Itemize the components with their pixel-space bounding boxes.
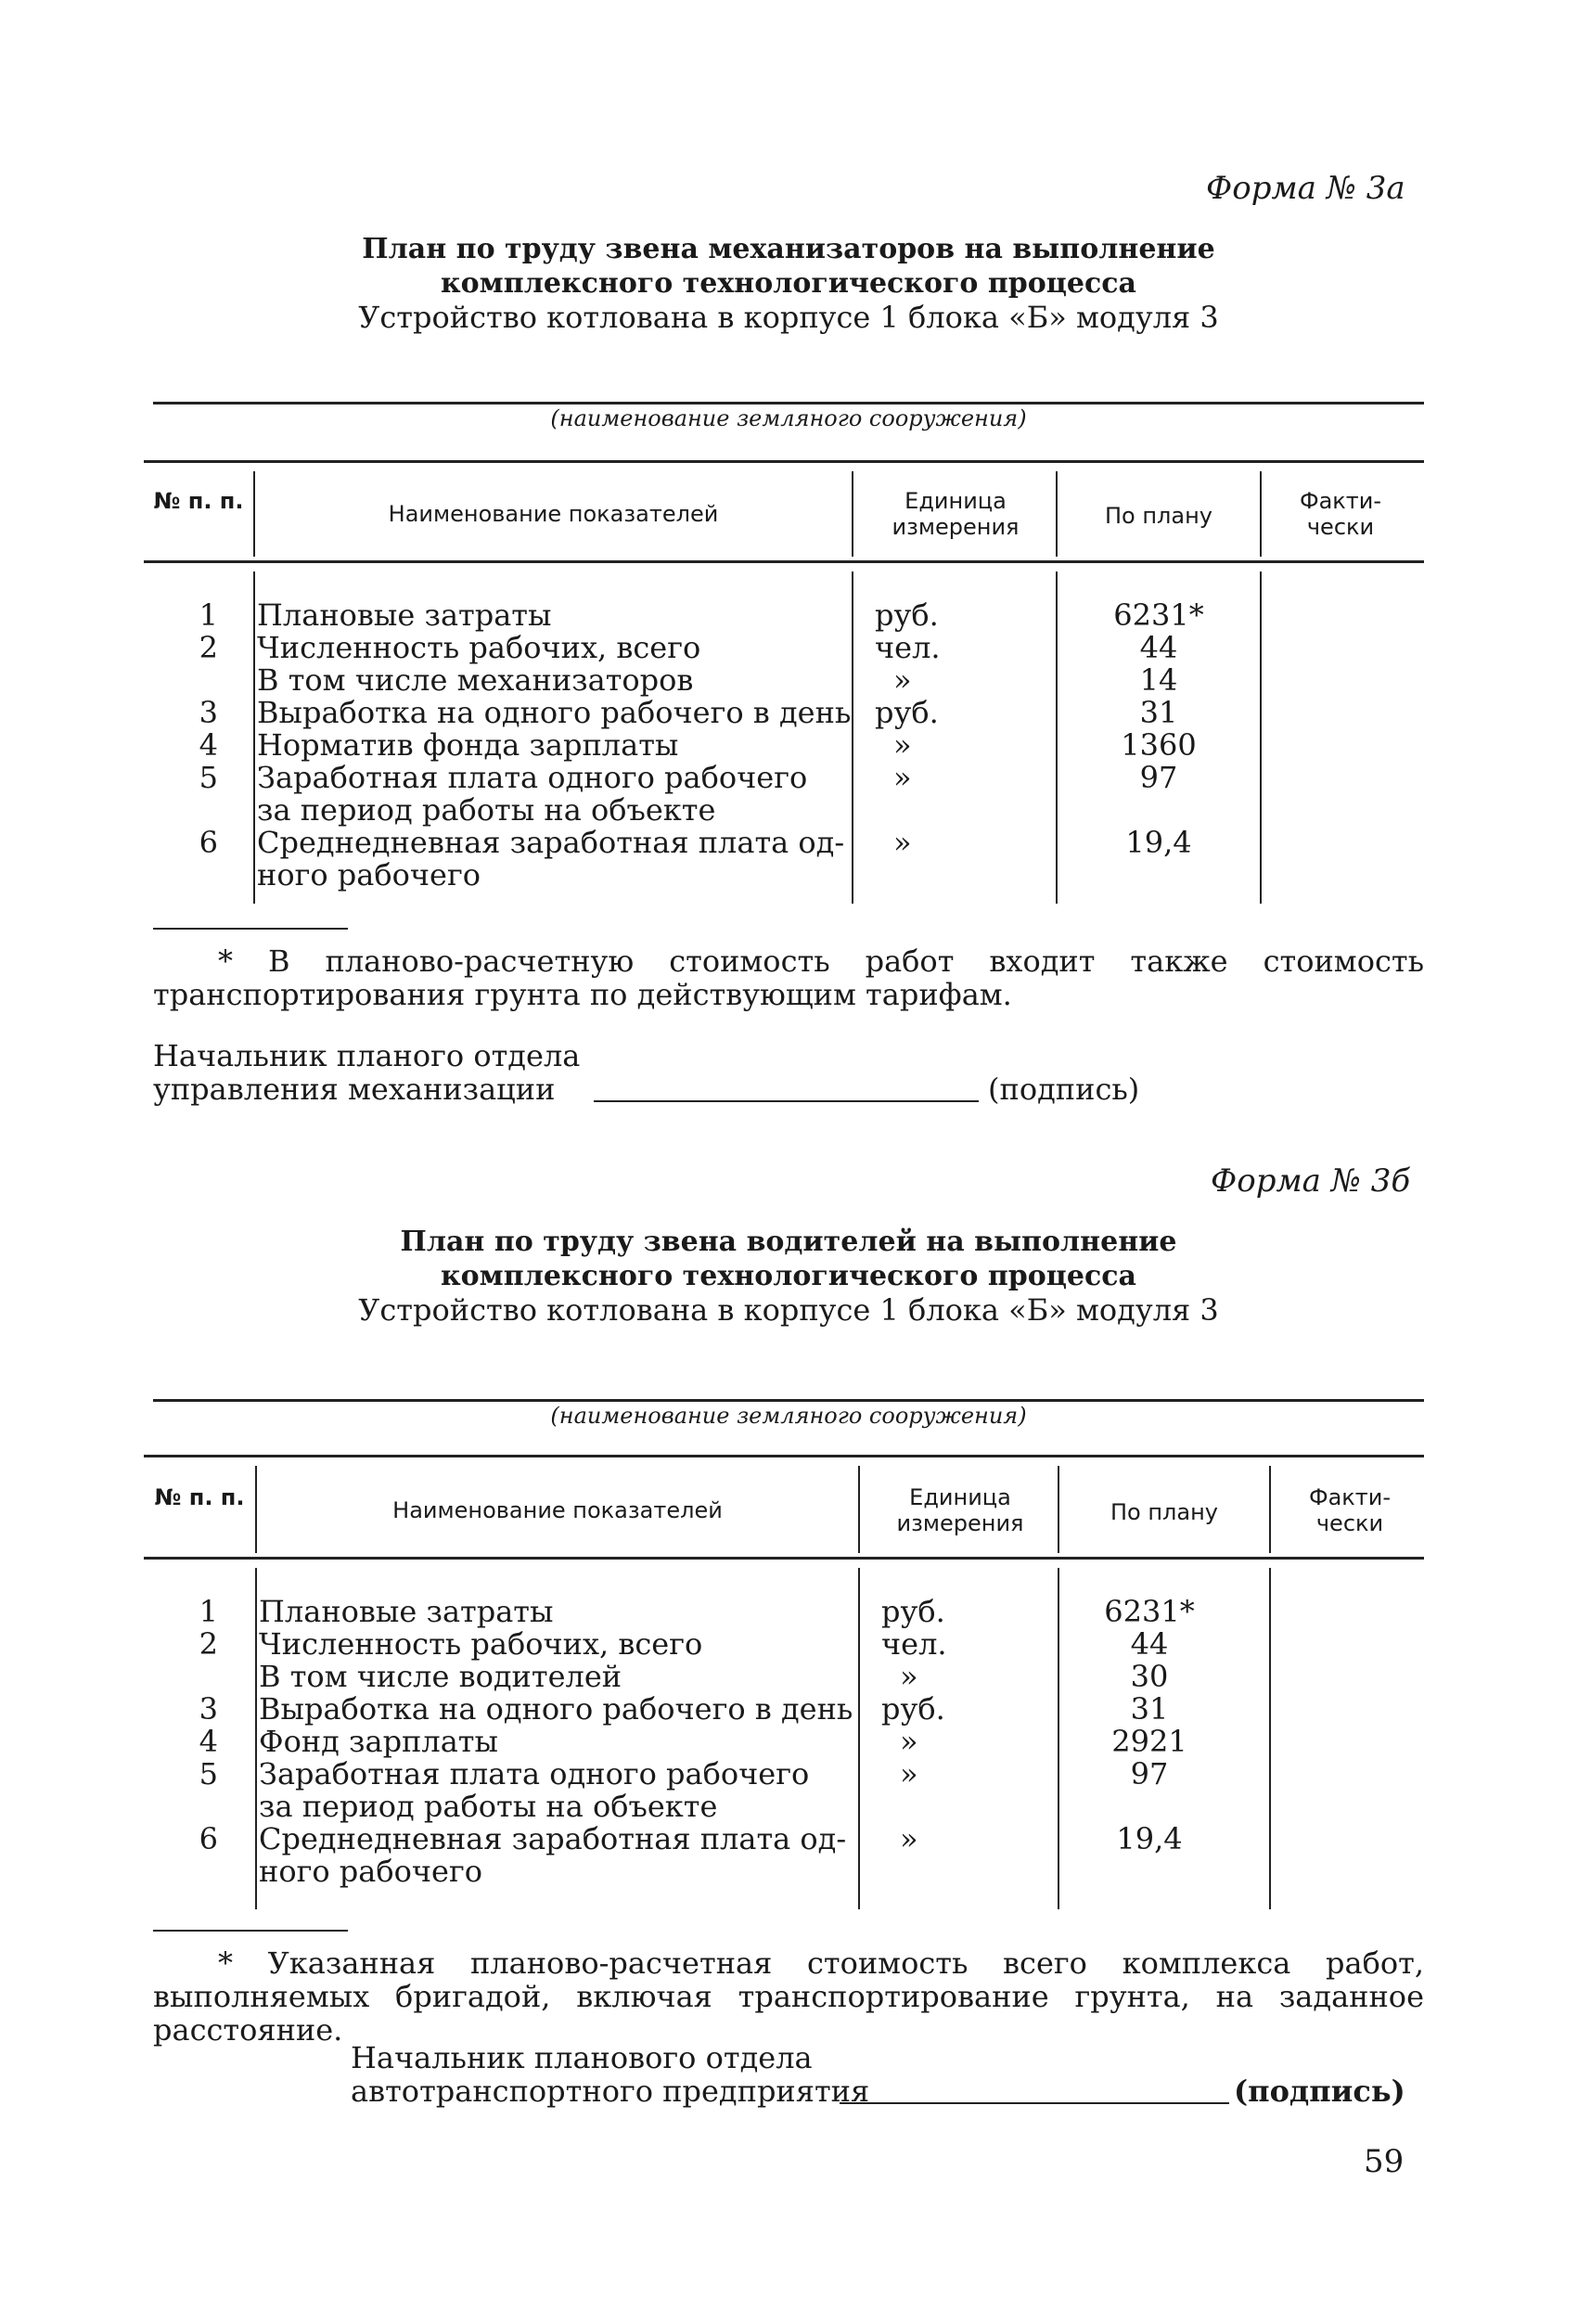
form-b-signature-role: Начальник планового отдела	[351, 2040, 813, 2075]
form-a-col-divider	[1260, 571, 1262, 904]
form-b-header-name: Наименование показателей	[392, 1497, 723, 1523]
form-a-subtitle: Устройство котлована в корпусе 1 блока «Б» модуля 3	[358, 300, 1219, 335]
form-b-header-num: № п. п.	[154, 1484, 245, 1510]
form-a-name-rule	[153, 402, 1424, 404]
table-cell: 19,4	[1125, 825, 1192, 860]
table-cell	[881, 1855, 1053, 1888]
form-a-header-fact: Факти-чески	[1299, 488, 1382, 540]
table-cell	[875, 859, 1051, 892]
table-cell: Заработная плата одного рабочего	[257, 760, 808, 795]
table-cell: 1	[199, 1594, 218, 1629]
table-cell: Среднедневная заработная плата од-	[257, 825, 845, 860]
table-cell: Выработка на одного рабочего в день	[259, 1691, 853, 1727]
form-a-caption: (наименование земляного сооружения)	[550, 405, 1027, 431]
form-b-col-name	[259, 1596, 857, 1888]
table-cell: Среднедневная заработная плата од-	[259, 1821, 847, 1856]
table-cell	[875, 794, 1051, 827]
form-b-signature-hint: (подпись)	[1234, 2074, 1405, 2109]
form-a-col-divider	[253, 571, 255, 904]
table-cell: »	[900, 1821, 918, 1856]
table-cell: 6231*	[1104, 1594, 1195, 1629]
table-cell: Численность рабочих, всего	[259, 1626, 703, 1662]
table-cell	[1048, 1855, 1251, 1888]
table-cell: чел.	[875, 630, 941, 665]
table-cell: ного рабочего	[257, 857, 481, 892]
table-cell: 4	[199, 1724, 218, 1759]
table-cell: 5	[199, 1756, 218, 1791]
table-cell: 44	[1139, 630, 1178, 665]
form-b-col-num	[144, 1596, 218, 1888]
table-cell	[1048, 1791, 1251, 1823]
table-cell: Фонд зарплаты	[259, 1724, 498, 1759]
table-cell: руб.	[875, 597, 939, 633]
table-cell: Численность рабочих, всего	[257, 630, 701, 665]
table-cell	[144, 1855, 218, 1888]
form-a-signature-hint: (подпись)	[988, 1072, 1140, 1107]
table-cell: Плановые затраты	[259, 1594, 554, 1629]
form-a-col-divider	[852, 471, 853, 557]
form-a-header-name: Наименование показателей	[388, 501, 719, 527]
table-cell	[1058, 859, 1260, 892]
table-cell: »	[900, 1659, 918, 1694]
form-a-header-unit: Единица измерения	[892, 488, 1020, 540]
table-cell: Выработка на одного рабочего в день	[257, 695, 852, 730]
form-a-footnote: * В планово-расчетную стоимость работ входит также стоимость транспортирования грунта по действующим тарифам.	[153, 944, 1424, 1012]
form-b-caption: (наименование земляного сооружения)	[550, 1403, 1027, 1429]
form-b-title-line2: комплексного технологического процесса	[441, 1260, 1136, 1292]
form-a-title	[167, 232, 1410, 335]
table-cell: »	[900, 1724, 918, 1759]
form-b-col-unit	[881, 1596, 1053, 1888]
form-b-col-divider	[858, 1568, 860, 1909]
table-cell: »	[893, 760, 912, 795]
form-b-header-fact: Факти-чески	[1308, 1484, 1392, 1536]
table-cell	[144, 664, 218, 697]
form-a-header-plan: По плану	[1105, 503, 1212, 529]
table-cell: чел.	[881, 1626, 947, 1662]
table-cell: »	[893, 662, 912, 698]
table-cell	[144, 1661, 218, 1693]
form-b-title-line1: План по труду звена водителей на выполнение	[400, 1226, 1177, 1258]
table-cell: 14	[1139, 662, 1178, 698]
table-cell	[144, 859, 218, 892]
form-b-table-top-rule	[144, 1455, 1424, 1457]
table-cell: за период работы на объекте	[257, 792, 716, 828]
form-b-table	[144, 1455, 1424, 1909]
table-cell: 3	[199, 1691, 218, 1727]
form-a-col-name	[257, 599, 851, 892]
form-a-title-line1: План по труду звена механизаторов на выполнение	[362, 233, 1215, 265]
table-cell: руб.	[881, 1691, 945, 1727]
table-cell: В том числе водителей	[259, 1659, 622, 1694]
form-a-col-num	[144, 599, 218, 892]
form-a-footnote-rule	[153, 928, 348, 930]
form-a-title-line2: комплексного технологического процесса	[441, 267, 1136, 300]
form-b-col-plan	[1048, 1596, 1251, 1888]
form-a-col-plan	[1058, 599, 1260, 892]
table-cell: 1360	[1121, 727, 1197, 763]
table-cell: »	[893, 727, 912, 763]
table-cell: 3	[199, 695, 218, 730]
table-cell: 31	[1130, 1691, 1169, 1727]
table-cell: 6	[199, 825, 218, 860]
table-cell: 19,4	[1116, 1821, 1183, 1856]
form-b-footnote: * Указанная планово-расчетная стоимость всего комплекса работ, выполняемых бригадой, включая транспортирование грунта, на заданное расстояние.	[153, 1945, 1424, 2048]
table-cell: 4	[199, 727, 218, 763]
form-a-col-divider	[852, 571, 853, 904]
table-cell: 97	[1130, 1756, 1169, 1791]
form-b-subtitle: Устройство котлована в корпусе 1 блока «Б» модуля 3	[358, 1292, 1219, 1328]
table-cell: 1	[199, 597, 218, 633]
form-a-col-unit	[875, 599, 1051, 892]
table-cell: 97	[1139, 760, 1178, 795]
table-cell	[144, 1791, 218, 1823]
table-cell	[881, 1791, 1053, 1823]
table-cell: 6	[199, 1821, 218, 1856]
table-cell: 44	[1130, 1626, 1169, 1662]
form-b-signature-dept: автотранспортного предприятия	[351, 2074, 870, 2109]
form-a-col-divider	[1260, 471, 1262, 557]
form-a-table	[144, 460, 1424, 905]
form-b-label: Форма № 3б	[1211, 1162, 1411, 1200]
form-b-col-divider	[1269, 1466, 1271, 1553]
table-cell: руб.	[875, 695, 939, 730]
form-b-header-plan: По плану	[1110, 1499, 1218, 1525]
form-a-signature-line	[594, 1100, 979, 1102]
table-cell: »	[900, 1756, 918, 1791]
table-cell: 5	[199, 760, 218, 795]
form-b-footnote-rule	[153, 1930, 348, 1932]
form-b-title	[167, 1225, 1410, 1328]
form-b-col-divider	[255, 1568, 257, 1909]
table-cell: руб.	[881, 1594, 945, 1629]
table-cell: 31	[1139, 695, 1178, 730]
form-b-header-unit: Единица измерения	[896, 1484, 1024, 1536]
form-a-signature-dept: управления механизации	[153, 1072, 556, 1107]
page-number: 59	[1364, 2143, 1405, 2180]
table-cell	[144, 794, 218, 827]
form-a-header-num: № п. п.	[153, 488, 244, 514]
form-a-table-header-rule	[144, 560, 1424, 563]
form-a-signature-role: Начальник планого отдела	[153, 1038, 581, 1073]
form-b-table-header-rule	[144, 1557, 1424, 1560]
table-cell: Норматив фонда зарплаты	[257, 727, 679, 763]
table-cell: 2	[199, 1626, 218, 1662]
form-b-col-divider	[858, 1466, 860, 1553]
form-a-label: Форма № 3а	[1206, 170, 1405, 207]
table-cell	[1058, 794, 1260, 827]
table-cell: Заработная плата одного рабочего	[259, 1756, 810, 1791]
table-cell: за период работы на объекте	[259, 1789, 718, 1824]
form-b-col-divider	[1269, 1568, 1271, 1909]
table-cell: 2921	[1111, 1724, 1187, 1759]
table-cell: »	[893, 825, 912, 860]
table-cell: 2	[199, 630, 218, 665]
table-cell: 30	[1130, 1659, 1169, 1694]
table-cell: ного рабочего	[259, 1854, 483, 1889]
form-b-signature-line	[840, 2102, 1229, 2104]
form-b-name-rule	[153, 1399, 1424, 1402]
form-a-table-top-rule	[144, 460, 1424, 463]
table-cell: 6231*	[1113, 597, 1204, 633]
table-cell: В том числе механизаторов	[257, 662, 694, 698]
table-cell: Плановые затраты	[257, 597, 552, 633]
